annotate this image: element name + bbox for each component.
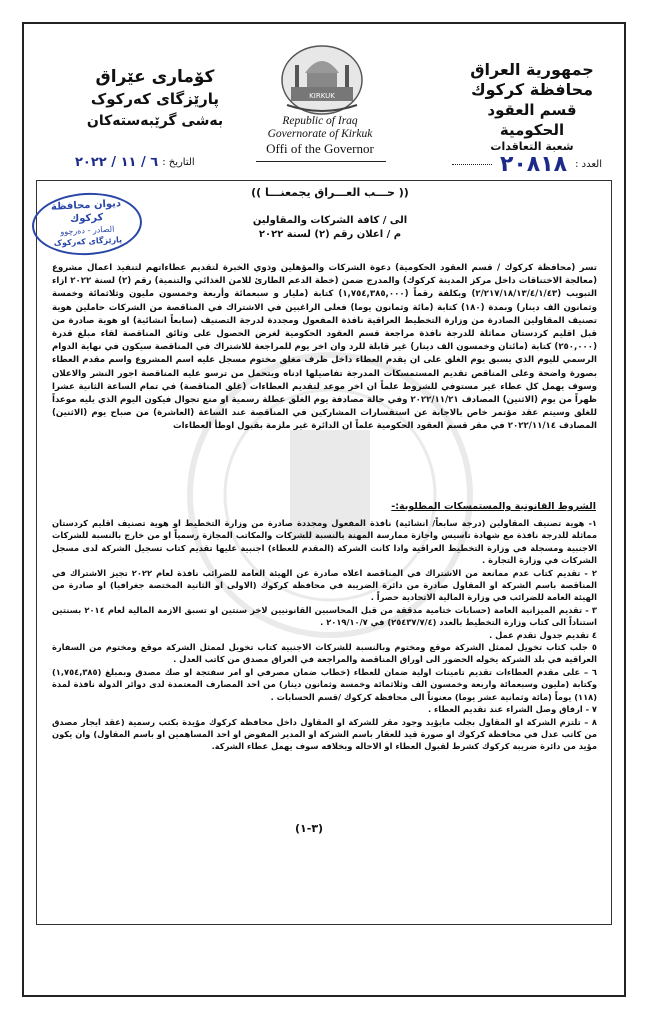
header-kurdish-department: بەشی گرێبەستەکان: [86, 113, 224, 129]
condition-item: ١- هوية تصنيف المقاولين (درجة سابعاً/ انشائية) نافذة المفعول ومجددة صادرة من وزارة التخطيط او هوية تصنيف اقليم كردستان مماثلة للدرجة نافذة مع شهادة تاسيس واجازة ممارسة المهنة بالنسبة للشركات والمكاتب المجازة رسمياً او من خارج بالنسبة للشركات الاجنبية ومسجلة في وزارة التخطيط العراقية وادا كانت الشركة (المقدم للعطاء) اجنبية عليها تقديم كتاب تسجيل الشركة لدى مسجل الشركات في وزارة التجارة .: [52, 518, 597, 566]
header-kurdish: [75, 66, 235, 132]
number-value: ٢٠٨١٨: [499, 152, 568, 177]
condition-item: ٤ تقديم جدول تقدم عمل .: [489, 629, 597, 640]
subject: م / اعلان رقم (٢) لسنة ٢٠٢٢: [258, 229, 402, 240]
conditions-list: [52, 517, 597, 753]
header-english-country: Republic of Iraq: [282, 115, 358, 127]
condition-item: ٥ جلب كتاب تخويل لممثل الشركة موقع ومختوم وبالنسبة للشركات الاجنبية كتاب تخويل لممثل الشركة موقع ومختوم من السفارة العراقية في بلد الشركة يخوله الحضور الى اوراق المناقصة والمراجعة في العراق مصدق من كاتب العدل .: [52, 642, 597, 665]
condition-item: ٨ – تلتزم الشركة او المقاول بجلب مايؤيد وجود مقر للشركة او المقاول داخل محافظة كركوك مؤيدة بكتب رسمية (عقد ايجار مصدق من كاتب عدل في محافظة كركوك او صورة قيد للعقار باسم الشركة او المدير المفوض او احد المساهمين او باسم المقاول) وان يكون مؤيد من دائرة ضريبة كركوك كشرط لقبول العطاء او الاحاله وبخلافه سوف يهمل عطاء الشركة.: [52, 716, 597, 752]
slogan: (( حـــب العـــراق يجمعنـــا )): [251, 186, 409, 199]
header-english-office: Offi of the Governor: [266, 141, 374, 156]
page-number: (٣-١): [295, 822, 324, 835]
office-underline: [256, 161, 386, 162]
header-department: قسم العقود الحكومية: [487, 101, 577, 139]
addressee-block: [200, 214, 460, 242]
date-label: التاريخ :: [162, 157, 195, 168]
header-section: شعبة التعاقدات: [490, 140, 574, 153]
header-governorate: محافظة كركوك: [470, 80, 594, 99]
date-value: ٦ / ١١ / ٢٠٢٢: [75, 155, 159, 170]
number-label: العدد :: [575, 159, 602, 170]
conditions-title: الشروط القانونية والمستمسكات المطلوبة:-: [391, 501, 596, 512]
header-kurdish-country: كۆماری عێراق: [95, 67, 215, 87]
header-arabic: [457, 60, 607, 154]
reference-number: [452, 152, 602, 177]
kirkuk-logo: [277, 35, 367, 117]
document-date: [75, 155, 195, 170]
condition-item: ٢ - تقديم كتاب عدم ممانعة من الاشتراك في المناقصة اعلاه صادرة عن الهيئة العامة للضرائب نافذة لعام ٢٠٢٢ تجيز الاشتراك في المناقصة باسم الشركة او المقاول صادرة من دائرة الضريبة في محافظة كركوك (الاولى او الثانية المختصة جغرافيا) او صادرة من الهيئة العامة للضرائب في وزارة المالية الاتحادية حصراً .: [52, 567, 597, 603]
condition-item: ٣ - تقديم الميزانية العامة (حسابات ختامية مدققة من قبل المحاسبين القانونيين لاخر سنتين او تسبق الازمة المالية لعام ٢٠١٤ بسنتين استناداً الى كتاب وزارة التخطيط بالعدد (٢٥٤٣٧/٧/٤) في ٢٠١٩/١٠/٧ .: [52, 604, 597, 628]
addressee: الى / كافة الشركات والمقاولين: [252, 215, 408, 226]
logo-text: KIRKUK: [309, 92, 335, 100]
condition-item: ٦ – على مقدم العطاءات تقديم تامينات اولية ضمان للعطاء (خطاب ضمان مصرفي او امر سفتجة او صك مصدق وبمبلغ (١,٧٥٤,٣٨٥) وكتابة (مليون وسبعمائة واربعة وخمسون الف وثلاثمائة وخمسة وثمانون دينار) من احد المصارف المعتمدة لدى دوائر الدولة نافذة لمدة (١١٨) يوماً (مائة وثمانية عشر يوما) معنوناً الى محافظة كركوك /قسم الحسابات .: [52, 666, 597, 702]
stamp-kurdish: پارێزگای کەرکوک: [53, 235, 123, 248]
stamp-subtitle: الصادر - دەرچوو: [60, 224, 115, 237]
announcement-body: تسر (محافظة كركوك / قسم العقود الحكومية) دعوة الشركات والمؤهلين وذوي الخبرة لتقديم عطاءاتهم لتنفيذ اعمال مشروع (معالجة الاختناقات داخل مركز المدينة كركوك) والمدرج ضمن (خطة الدعم الطارئ للامن الغذائي والتنمية) رقم (٢) لسنة ٢٠٢٢ ازاء التبويب (٢/٢١٧/١٨/١٣/٤/١/٤٣) وبكلفة رقماً (١,٧٥٤,٣٨٥,٠٠٠) كتابة (مليار و سبعمائة وأربعة وخمسون مليون وثلاثمائة وخمسة وثمانون الف دينار) وبمدة (١٨٠) كتابة (مائة وثمانون يوما) فعلى الراغبين في الاشتراك في المناقصة من الشركات حاملين هوية تصنيف المقاولين الصادرة من وزارة التخطيط العراقية نافذة المفعول ومجددة لدرجة التصنيف (سابعاً انشائية) او هوية صادرة من قبل اقليم كردستان مماثلة للدرجة نافذة مراجعة قسم العقود الحكومية لغرض الحصول على وثائق المناقصة لقاء مبلغ قدرة (٢٥٠,٠٠٠) كتابة (مائتان وخمسون الف دينار) غير قابلة للرد وان اخر يوم للمراجعة للاشتراك في المناقصة سيكون في نهاية الدوام الرسمي لليوم الذي يسبق يوم الغلق على ان يقدم العطاء داخل ظرف مغلق مختوم مسجل عليه اسم المشروع واسم مقدم العطاء بصورة واضحة وعلى المناقص تقديم المستمسكات المدرجة تفاصيلها ادناه ويتحمل من ترسو عليه المناقصة اجور النشر والاعلان وسوف يهمل كل عطاء غير مستوفي للشروط علماً ان اخر موعد لتقديم العطاءات (غلق المناقصة) في تمام الساعة الثانية عشرا ظهراً من يوم (الاثنين) المصادف ٢٠٢٢/١١/٢١ وفي حالة مصادفة يوم الغلق عطلة رسمية او منع تجوال فيكون اليوم الذي يليه موعداً للغلق وسيتم عقد مؤتمر خاص بالاجابة عن استفسارات المشاركين في المناقصة عند الساعة (العاشرة) من صباح يوم (الاثنين) المصادف ٢٠٢٢/١١/١٤ في مقر قسم العقود الحكومية علماً ان الدائرة غير ملزمة بقبول اوطأ العطاءات: [52, 263, 597, 432]
header-english: [245, 115, 395, 157]
header-country: جمهورية العراق: [470, 60, 594, 79]
header-english-governorate: Governorate of Kirkuk: [267, 128, 373, 140]
condition-item: ٧ - ارفاق وصل الشراء عند تقديم العطاء .: [427, 704, 597, 715]
header-kurdish-governorate: پارێزگای کەرکوک: [90, 90, 220, 108]
stamp-title: ديوان محافظة كركوك: [50, 198, 122, 225]
number-dotted-line: [452, 164, 492, 165]
